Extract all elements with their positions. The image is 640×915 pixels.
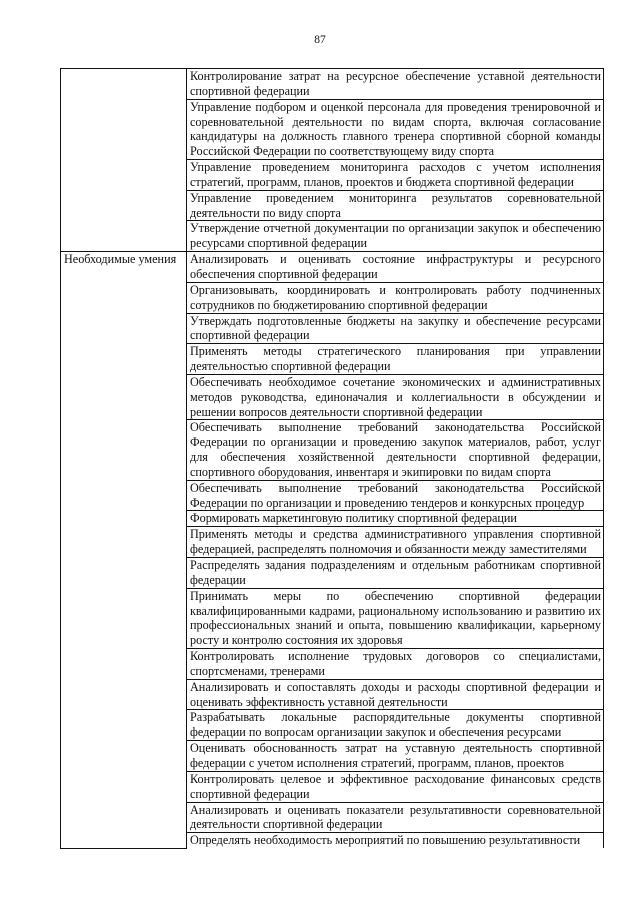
table-row (61, 69, 604, 100)
requirement-text: Обеспечивать выполнение требований законодательства Российской Федерации по организации и проведению тендеров и конкурсных процедур (187, 480, 604, 511)
row-group-label (61, 69, 187, 252)
requirement-text: Обеспечивать необходимое сочетание экономических и административных методов руководства, единоначалия и коллегиальности в обсуждении и решении вопросов деятельности спортивной федерации (187, 374, 604, 420)
requirement-text: Формировать маркетинговую политику спортивной федерации (187, 511, 604, 527)
requirement-text: Управление проведением мониторинга результатов соревновательной деятельности по виду спорта (187, 190, 604, 221)
requirement-text: Утверждать подготовленные бюджеты на закупку и обеспечение ресурсами спортивной федерации (187, 313, 604, 344)
requirement-text: Организовывать, координировать и контролировать работу подчиненных сотрудников по бюджетированию спортивной федерации (187, 282, 604, 313)
requirement-text: Управление подбором и оценкой персонала для проведения тренировочной и соревновательной деятельности по видам спорта, включая согласование кандидатуры на должность главного тренера спортивной сборной команды Российской Федерации по соответствующему виду спорта (187, 99, 604, 159)
page-number: 87 (314, 34, 326, 46)
row-group-label: Необходимые умения (61, 252, 187, 848)
requirement-text: Обеспечивать выполнение требований законодательства Российской Федерации по организации и проведению закупок материалов, работ, услуг для обеспечения хозяйственной деятельности спортивной федерации, спортивного оборудования, инвентаря и экипировки по видам спорта (187, 420, 604, 480)
requirement-text: Контролировать исполнение трудовых договоров со специалистами, спортсменами, тренерами (187, 649, 604, 680)
requirement-text: Контролировать целевое и эффективное расходование финансовых средств спортивной федерации (187, 771, 604, 802)
requirement-text: Управление проведением мониторинга расходов с учетом исполнения стратегий, программ, планов, проектов и бюджета спортивной федерации (187, 160, 604, 191)
requirement-text: Анализировать и оценивать состояние инфраструктуры и ресурсного обеспечения спортивной федерации (187, 252, 604, 283)
requirements-table (60, 68, 604, 849)
requirements-table-body (61, 69, 604, 849)
requirement-text: Оценивать обоснованность затрат на уставную деятельность спортивной федерации с учетом исполнения стратегий, программ, планов, проектов (187, 741, 604, 772)
requirement-text: Разрабатывать локальные распорядительные документы спортивной федерации по вопросам организации закупок и обеспечения ресурсами (187, 710, 604, 741)
requirement-text: Определять необходимость мероприятий по повышению результативности (187, 833, 604, 848)
requirement-text: Применять методы и средства административного управления спортивной федерацией, распределять полномочия и обязанности между заместителями (187, 527, 604, 558)
requirement-text: Распределять задания подразделениям и отдельным работникам спортивной федерации (187, 558, 604, 589)
requirement-text: Принимать меры по обеспечению спортивной федерации квалифицированными кадрами, рациональному использованию и развитию их профессиональных знаний и опыта, повышению квалификации, карьерному росту и контролю состояния их здоровья (187, 588, 604, 648)
table-row (61, 252, 604, 283)
requirement-text: Анализировать и оценивать показатели результативности соревновательной деятельности спортивной федерации (187, 802, 604, 833)
requirement-text: Применять методы стратегического планирования при управлении деятельностью спортивной федерации (187, 344, 604, 375)
requirement-text: Утверждение отчетной документации по организации закупок и обеспечению ресурсами спортивной федерации (187, 221, 604, 252)
requirement-text: Анализировать и сопоставлять доходы и расходы спортивной федерации и оценивать эффективность уставной деятельности (187, 679, 604, 710)
requirement-text: Контролирование затрат на ресурсное обеспечение уставной деятельности спортивной федерации (187, 69, 604, 100)
